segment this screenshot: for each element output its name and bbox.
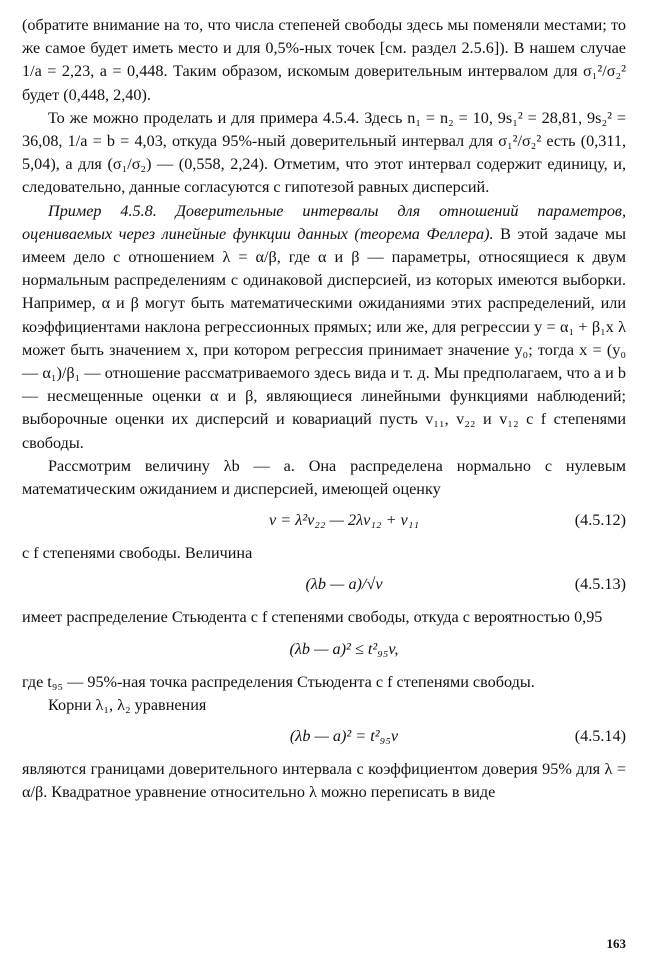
paragraph-1: (обратите внимание на то, что числа степеней свободы здесь мы поменяли местами; то же самое будет иметь место и для 0,5%-ных точек [см. раздел 2.5.6]). В нашем случае 1/a = 2,23, a = 0,448. Таким образом, искомым доверительным интервалом для σ₁²/σ₂² будет (0,448, 2,40). (22, 16, 626, 104)
equation-number: (4.5.12) (574, 511, 626, 530)
paragraph-4: Рассмотрим величину λb — a. Она распределена нормально с нулевым математическим ожиданием и дисперсией, имеющей оценку (22, 456, 626, 499)
paragraph-5: с f степенями свободы. Величина (22, 544, 253, 563)
equation-number: (4.5.14) (574, 727, 626, 746)
paragraph-6: имеет распределение Стьюдента с f степенями свободы, откуда с вероятностью 0,95 (22, 608, 603, 627)
page-number: 163 (606, 936, 626, 951)
example-body: В этой задаче мы имеем дело с отношением λ = α/β, где α и β — параметры, относящиеся к двум нормальным распределениям с одинаковой дисперсией, из которых имеются выборки. Например, α и β могут быть математическими ожиданиями этих распределений, или коэффициентами наклона регрессионных прямых; или же, для регрессии y = α₁ + β₁x λ может быть значением x, при котором регрессия принимает значение y₀; тогда x = (y₀ — α₁)/β₁ — отношение рассматриваемого здесь вида и т. д. Мы предполагаем, что a и b — несмещенные оценки α и β, являющиеся линейными функциями наблюдений; выборочные оценки их дисперсий и ковариаций пусть v₁₁, v₂₂ и v₁₂ с f степенями свободы. (22, 224, 627, 452)
equation-inequality (22, 638, 626, 661)
equation-body: v = λ²v₂₂ — 2λv₁₂ + v₁₁ (269, 511, 419, 530)
paragraph-2: То же можно проделать и для примера 4.5.4. Здесь n₁ = n₂ = 10, 9s₁² = 28,81, 9s₂² = 36,08, 1/a = b = 4,03, откуда 95%-ный доверительный интервал для σ₁²/σ₂² есть (0,311, 5,04), а для (σ₁/σ₂) — (0,558, 2,24). Отметим, что этот интервал содержит единицу, и, следовательно, данные согласуются с гипотезой равных дисперсий. (22, 108, 626, 197)
page-body (22, 14, 626, 804)
equation-body: (λb — a)² = t²₉₅v (289, 727, 399, 746)
equation-number: (4.5.13) (574, 575, 626, 594)
equation-4-5-14 (22, 725, 626, 748)
equation-body: (λb — a)² ≤ t²₉₅v, (289, 639, 399, 658)
paragraph-8: Корни λ₁, λ₂ уравнения (48, 695, 207, 714)
paragraph-example (22, 200, 626, 455)
paragraph-9: являются границами доверительного интервала с коэффициентом доверия 95% для λ = α/β. Квадратное уравнение относительно λ можно переписать в виде (22, 760, 626, 802)
equation-4-5-13 (22, 573, 626, 596)
example-heading: Пример 4.5.8. Доверительные интервалы для отношений параметров, оцениваемых через линейные функции данных (теорема Феллера). (22, 201, 626, 243)
equation-4-5-12 (22, 509, 626, 532)
equation-body: (λb — a)/√v (305, 575, 383, 594)
paragraph-7: где t₉₅ — 95%-ная точка распределения Стьюдента с f степенями свободы. (22, 672, 535, 691)
